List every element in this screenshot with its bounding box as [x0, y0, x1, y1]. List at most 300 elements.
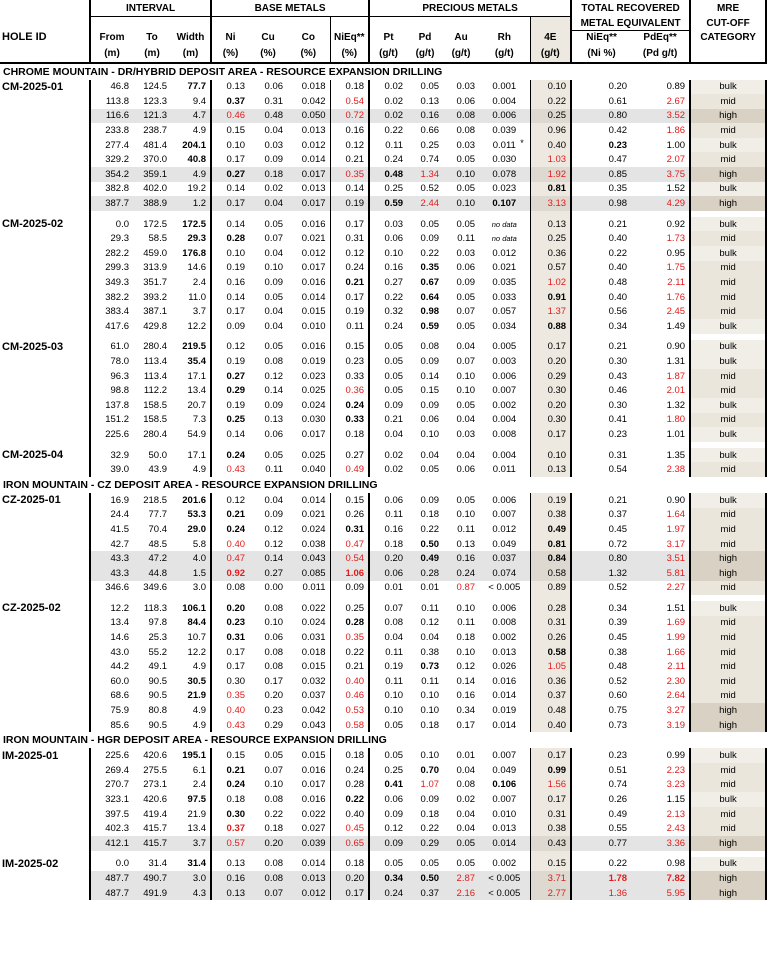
- value-cell: 0.16: [211, 275, 249, 290]
- category-cell: bulk: [690, 398, 766, 413]
- value-cell: 0.75: [571, 703, 631, 718]
- value-cell: 78.0: [90, 354, 133, 369]
- value-cell: 3.17: [666, 538, 686, 550]
- value-cell: 1.05: [530, 659, 571, 674]
- value-cell: 0.05: [420, 81, 440, 93]
- value-cell: 0.59: [369, 196, 407, 211]
- category-cell: mid: [690, 581, 766, 596]
- value-cell: 0.31: [530, 807, 571, 822]
- value-cell: 0.05: [420, 858, 440, 870]
- value-cell: 3.0: [192, 582, 207, 594]
- value-cell: 1.03: [530, 152, 571, 167]
- value-cell: 387.1: [143, 306, 167, 318]
- value-cell: 382.2: [90, 290, 133, 305]
- value-cell: 0.002: [492, 399, 517, 411]
- value-cell: 58.5: [148, 233, 167, 245]
- value-cell: 0.10: [456, 646, 476, 658]
- table-row: [0, 427, 766, 442]
- value-cell: 0.04: [420, 632, 440, 644]
- value-cell: 0.0: [90, 857, 133, 872]
- value-cell: 0.25: [420, 139, 440, 151]
- value-cell: 0.004: [492, 449, 517, 461]
- value-cell: 0.04: [264, 247, 284, 259]
- value-cell: 0.10: [211, 138, 249, 153]
- value-cell: 0.13: [530, 217, 571, 232]
- value-cell: 0.024: [301, 399, 326, 411]
- value-cell: 0.35: [330, 167, 369, 182]
- category-cell: bulk: [690, 601, 766, 616]
- value-cell: 0.98: [666, 858, 686, 870]
- value-cell: 0.039: [287, 836, 330, 851]
- value-cell: 0.52: [571, 674, 631, 689]
- value-cell: 0.22: [369, 290, 407, 305]
- value-cell: 0.70: [420, 764, 440, 776]
- value-cell: 1.49: [666, 320, 686, 332]
- table-row: [0, 508, 766, 523]
- value-cell: 0.13: [456, 538, 476, 550]
- value-cell: 0.14: [211, 217, 249, 232]
- value-cell: 70.4: [148, 523, 167, 535]
- value-cell: 0.60: [571, 689, 631, 704]
- table-row: [0, 448, 766, 463]
- value-cell: 0.43: [571, 369, 631, 384]
- value-cell: 0.10: [456, 602, 476, 614]
- value-cell: 280.4: [143, 341, 167, 353]
- value-cell: 0.17: [211, 196, 249, 211]
- value-cell: 487.7: [90, 871, 133, 886]
- value-cell: 24.4: [90, 508, 133, 523]
- value-cell: 0.22: [420, 823, 440, 835]
- value-cell: 46.8: [90, 80, 133, 95]
- value-cell: 0.06: [264, 81, 284, 93]
- value-cell: 0.37: [211, 821, 249, 836]
- value-cell: 0.08: [264, 355, 284, 367]
- value-cell: 1.99: [666, 632, 686, 644]
- value-cell: 84.4: [187, 617, 207, 629]
- value-cell: 0.77: [571, 836, 631, 851]
- value-cell: 0.05: [369, 354, 407, 369]
- value-cell: 0.31: [571, 448, 631, 463]
- value-cell: 0.06: [456, 262, 476, 274]
- value-cell: 118.3: [143, 602, 167, 614]
- col-header: NiEq**: [330, 30, 369, 45]
- value-cell: 0.51: [571, 763, 631, 778]
- value-cell: 10.7: [187, 632, 207, 644]
- col-unit: (Pd g/t): [631, 45, 690, 63]
- value-cell: 0.013: [301, 125, 326, 137]
- value-cell: 204.1: [182, 139, 207, 151]
- value-cell: 0.54: [571, 462, 631, 477]
- value-cell: 1.87: [666, 370, 686, 382]
- table-header: [0, 0, 766, 63]
- value-cell: 0.04: [456, 449, 476, 461]
- value-cell: 2.11: [667, 661, 686, 673]
- no-data-label: no data: [491, 234, 517, 244]
- value-cell: 0.08: [443, 109, 479, 124]
- value-cell: 0.45: [330, 821, 369, 836]
- value-cell: 0.35: [211, 689, 249, 704]
- table-row: [0, 462, 766, 477]
- value-cell: 0.011: [302, 582, 326, 594]
- value-cell: 0.04: [420, 449, 440, 461]
- value-cell: 0.03: [456, 139, 476, 151]
- col-unit: (Ni %): [571, 45, 631, 63]
- value-cell: 0.02: [369, 462, 407, 477]
- value-cell: 1.52: [666, 183, 686, 195]
- value-cell: 0.42: [571, 123, 631, 138]
- value-cell: 0.09: [420, 794, 440, 806]
- value-cell: 0.18: [420, 808, 440, 820]
- value-cell: 0.17: [330, 217, 369, 232]
- value-cell: 0.38: [530, 508, 571, 523]
- value-cell: 0.73: [420, 661, 440, 673]
- value-cell: 0.014: [479, 836, 530, 851]
- value-cell: 0.05: [456, 320, 476, 332]
- value-cell: 4.9: [192, 464, 207, 476]
- value-cell: 0.10: [456, 370, 476, 382]
- category-cell: bulk: [690, 217, 766, 232]
- value-cell: 113.4: [143, 355, 167, 367]
- value-cell: 0.078: [479, 167, 530, 182]
- value-cell: 429.8: [143, 320, 167, 332]
- value-cell: 0.037: [301, 690, 326, 702]
- value-cell: 0.22: [530, 94, 571, 109]
- cutoff-header: CUT-OFF: [690, 17, 766, 31]
- value-cell: 14.6: [90, 630, 133, 645]
- category-cell: mid: [690, 152, 766, 167]
- value-cell: 0.16: [330, 123, 369, 138]
- value-cell: 35.4: [187, 355, 207, 367]
- value-cell: 0.25: [369, 182, 407, 197]
- value-cell: 2.45: [666, 306, 686, 318]
- value-cell: 0.17: [456, 719, 476, 731]
- category-cell: mid: [690, 462, 766, 477]
- value-cell: 0.10: [264, 617, 284, 629]
- value-cell: 0.30: [530, 413, 571, 428]
- value-cell: 13.4: [187, 385, 207, 397]
- value-cell: 0.11: [265, 464, 284, 476]
- category-cell: high: [690, 167, 766, 182]
- value-cell: 0.007: [492, 509, 517, 521]
- value-cell: 0.43: [530, 836, 571, 851]
- table-row: [0, 807, 766, 822]
- value-cell: 0.20: [249, 836, 287, 851]
- value-cell: 4.9: [192, 661, 207, 673]
- value-cell: 0.13: [211, 886, 249, 901]
- value-cell: 0.21: [330, 152, 369, 167]
- value-cell: 44.8: [133, 566, 171, 581]
- table-row: [0, 522, 766, 537]
- value-cell: 0.21: [211, 508, 249, 523]
- value-cell: 1.92: [530, 167, 571, 182]
- value-cell: 0.48: [530, 703, 571, 718]
- value-cell: 2.30: [666, 675, 686, 687]
- table-row: [0, 261, 766, 276]
- value-cell: 0.06: [369, 493, 407, 508]
- value-cell: 0.25: [369, 763, 407, 778]
- value-cell: 0.45: [571, 630, 631, 645]
- value-cell: 0.35: [571, 182, 631, 197]
- table-row: [0, 689, 766, 704]
- value-cell: 13.4: [90, 616, 133, 631]
- value-cell: 0.06: [264, 632, 284, 644]
- table-row: [0, 275, 766, 290]
- value-cell: 0.25: [330, 601, 369, 616]
- value-cell: 0.31: [330, 231, 369, 246]
- value-cell: 0.0: [90, 217, 133, 232]
- value-cell: 0.34: [456, 705, 476, 717]
- value-cell: 0.019: [301, 355, 326, 367]
- category-cell: mid: [690, 508, 766, 523]
- mre-header: MRE: [690, 0, 766, 17]
- value-cell: 0.27: [330, 448, 369, 463]
- value-cell: 0.05: [456, 858, 476, 870]
- value-cell: 0.12: [330, 138, 369, 153]
- value-cell: 0.87: [456, 582, 476, 594]
- value-cell: 0.16: [456, 690, 476, 702]
- value-cell: 0.17: [211, 659, 249, 674]
- value-cell: 0.02: [369, 109, 407, 124]
- value-cell: 1.00: [666, 139, 686, 151]
- value-cell: 0.008: [492, 428, 517, 440]
- value-cell: 0.05: [369, 857, 407, 872]
- value-cell: 48.5: [148, 538, 167, 550]
- category-cell: mid: [690, 383, 766, 398]
- value-cell: 0.50: [420, 538, 440, 550]
- value-cell: 54.9: [187, 428, 207, 440]
- col-unit: (g/t): [407, 45, 443, 63]
- value-cell: 0.03: [456, 81, 476, 93]
- value-cell: 0.10: [369, 246, 407, 261]
- table-row: [0, 836, 766, 851]
- value-cell: 0.042: [301, 705, 326, 717]
- value-cell: 19.2: [187, 183, 207, 195]
- value-cell: 0.09: [420, 233, 440, 245]
- value-cell: 0.64: [420, 291, 440, 303]
- col-header: Pt: [369, 30, 407, 45]
- value-cell: 387.7: [90, 196, 133, 211]
- value-cell: 313.9: [143, 262, 167, 274]
- value-cell: 0.18: [369, 537, 407, 552]
- value-cell: 0.49: [530, 522, 571, 537]
- value-cell: 123.3: [143, 95, 167, 107]
- value-cell: 29.3: [90, 231, 133, 246]
- value-cell: 218.5: [143, 494, 167, 506]
- value-cell: 42.7: [90, 537, 133, 552]
- value-cell: 383.4: [90, 304, 133, 319]
- value-cell: 0.06: [369, 231, 407, 246]
- value-cell: 0.025: [301, 385, 326, 397]
- value-cell: 0.08: [264, 646, 284, 658]
- table-row: [0, 886, 766, 901]
- col-header: Rh: [497, 31, 511, 43]
- value-cell: 0.36: [330, 383, 369, 398]
- col-unit: (g/t): [443, 45, 479, 63]
- value-cell: 0.017: [301, 262, 326, 274]
- value-cell: 0.23: [330, 354, 369, 369]
- table-row: [0, 748, 766, 763]
- value-cell: 0.99: [530, 763, 571, 778]
- value-cell: 12.2: [187, 646, 207, 658]
- value-cell: 41.5: [90, 522, 133, 537]
- value-cell: 0.038: [301, 538, 326, 550]
- value-cell: 273.1: [143, 779, 167, 791]
- table-row: [0, 182, 766, 197]
- interval-group-header: INTERVAL: [90, 0, 211, 17]
- value-cell: 0.021: [492, 262, 517, 274]
- value-cell: 0.07: [249, 886, 287, 901]
- value-cell: 0.03: [369, 217, 407, 232]
- value-cell: 0.10: [456, 509, 476, 521]
- hole-id: CZ-2025-02: [2, 602, 61, 615]
- value-cell: 97.8: [148, 617, 167, 629]
- value-cell: 0.16: [407, 109, 443, 124]
- category-cell: high: [690, 196, 766, 211]
- value-cell: 0.20: [330, 871, 369, 886]
- value-cell: 4.9: [171, 167, 211, 182]
- value-cell: 29.3: [187, 233, 207, 245]
- value-cell: 158.5: [143, 399, 167, 411]
- table-row: [0, 369, 766, 384]
- value-cell: 0.06: [456, 95, 476, 107]
- value-cell: 0.38: [420, 646, 440, 658]
- value-cell: 0.17: [530, 792, 571, 807]
- value-cell: 0.08: [211, 581, 249, 596]
- value-cell: 0.99: [666, 750, 686, 762]
- value-cell: 0.012: [301, 139, 326, 151]
- col-header: To: [146, 31, 158, 43]
- value-cell: 0.11: [330, 319, 369, 334]
- table-row: [0, 138, 766, 153]
- value-cell: 124.5: [143, 81, 167, 93]
- value-cell: 0.05: [369, 383, 407, 398]
- value-cell: 0.12: [264, 538, 284, 550]
- value-cell: 3.13: [530, 196, 571, 211]
- value-cell: 0.57: [211, 836, 249, 851]
- category-header: CATEGORY: [690, 30, 766, 45]
- value-cell: 0.30: [571, 398, 631, 413]
- value-cell: 1.06: [330, 566, 369, 581]
- table-row: [0, 196, 766, 211]
- value-cell: 0.23: [571, 748, 631, 763]
- value-cell: 1.75: [666, 262, 686, 274]
- value-cell: 12.2: [187, 320, 207, 332]
- value-cell: 0.22: [420, 247, 440, 259]
- value-cell: 0.15: [530, 857, 571, 872]
- value-cell: 0.05: [456, 218, 476, 230]
- value-cell: 2.13: [666, 808, 686, 820]
- col-header: PdEq**: [643, 32, 677, 43]
- value-cell: 0.48: [249, 109, 287, 124]
- value-cell: 77.7: [187, 81, 207, 93]
- value-cell: 0.07: [264, 764, 284, 776]
- value-cell: 29.0: [187, 523, 207, 535]
- table-row: [0, 581, 766, 596]
- value-cell: 0.31: [211, 630, 249, 645]
- hole-id: CZ-2025-01: [2, 494, 61, 507]
- category-cell: bulk: [690, 246, 766, 261]
- value-cell: 0.014: [301, 291, 326, 303]
- value-cell: 1.76: [666, 291, 686, 303]
- category-cell: bulk: [690, 857, 766, 872]
- value-cell: 0.12: [369, 821, 407, 836]
- value-cell: 0.007: [492, 385, 517, 397]
- value-cell: 1.32: [666, 399, 686, 411]
- value-cell: 1.64: [666, 509, 686, 521]
- category-cell: mid: [690, 231, 766, 246]
- value-cell: 370.0: [143, 154, 167, 166]
- value-cell: 0.22: [330, 645, 369, 660]
- value-cell: 4.9: [192, 719, 207, 731]
- value-cell: 0.06: [369, 792, 407, 807]
- value-cell: 0.09: [420, 494, 440, 506]
- value-cell: 0.13: [420, 95, 440, 107]
- value-cell: 0.18: [264, 823, 284, 835]
- table-row: [0, 792, 766, 807]
- value-cell: 75.9: [90, 703, 133, 718]
- hole-id-header: HOLE ID: [2, 31, 47, 44]
- value-cell: 0.35: [330, 630, 369, 645]
- col-header: Co: [301, 31, 315, 43]
- value-cell: 0.05: [456, 399, 476, 411]
- value-cell: 44.2: [90, 659, 133, 674]
- value-cell: 0.04: [249, 196, 287, 211]
- category-cell: mid: [690, 275, 766, 290]
- value-cell: 0.11: [369, 645, 407, 660]
- value-cell: 490.7: [133, 871, 171, 886]
- value-cell: 0.15: [330, 493, 369, 508]
- value-cell: 43.0: [90, 645, 133, 660]
- value-cell: 201.6: [182, 494, 207, 506]
- value-cell: 3.71: [530, 871, 571, 886]
- section-title: CHROME MOUNTAIN - DR/HYBRID DEPOSIT AREA - RESOURCE EXPANSION DRILLING: [3, 65, 443, 78]
- value-cell: 0.25: [530, 109, 571, 124]
- base-metals-group-header: BASE METALS: [211, 0, 369, 17]
- col-unit: (m): [171, 45, 211, 63]
- value-cell: 277.4: [90, 138, 133, 153]
- value-cell: 299.3: [90, 261, 133, 276]
- value-cell: 0.039: [492, 125, 517, 137]
- value-cell: 3.19: [666, 719, 686, 731]
- value-cell: 0.08: [369, 616, 407, 631]
- value-cell: 0.37: [407, 886, 443, 901]
- value-cell: 1.66: [666, 646, 686, 658]
- value-cell: [479, 231, 530, 246]
- value-cell: 0.20: [530, 354, 571, 369]
- value-cell: 0.09: [211, 319, 249, 334]
- value-cell: 0.31: [264, 95, 284, 107]
- table-row: [0, 871, 766, 886]
- value-cell: 354.2: [90, 167, 133, 182]
- value-cell: 0.16: [443, 551, 479, 566]
- value-cell: 0.10: [264, 262, 284, 274]
- value-cell: 0.023: [301, 370, 326, 382]
- table-row: [0, 319, 766, 334]
- value-cell: 0.52: [420, 183, 440, 195]
- table-row: [0, 383, 766, 398]
- value-cell: 0.14: [211, 290, 249, 305]
- value-cell: 0.22: [264, 808, 284, 820]
- value-cell: 0.08: [264, 602, 284, 614]
- value-cell: 80.8: [148, 705, 167, 717]
- category-cell: mid: [690, 290, 766, 305]
- value-cell: 0.40: [330, 807, 369, 822]
- value-cell: 50.0: [148, 449, 167, 461]
- value-cell: 1.5: [171, 566, 211, 581]
- value-cell: 0.21: [571, 340, 631, 355]
- value-cell: 7.3: [192, 414, 207, 426]
- value-cell: 0.14: [249, 551, 287, 566]
